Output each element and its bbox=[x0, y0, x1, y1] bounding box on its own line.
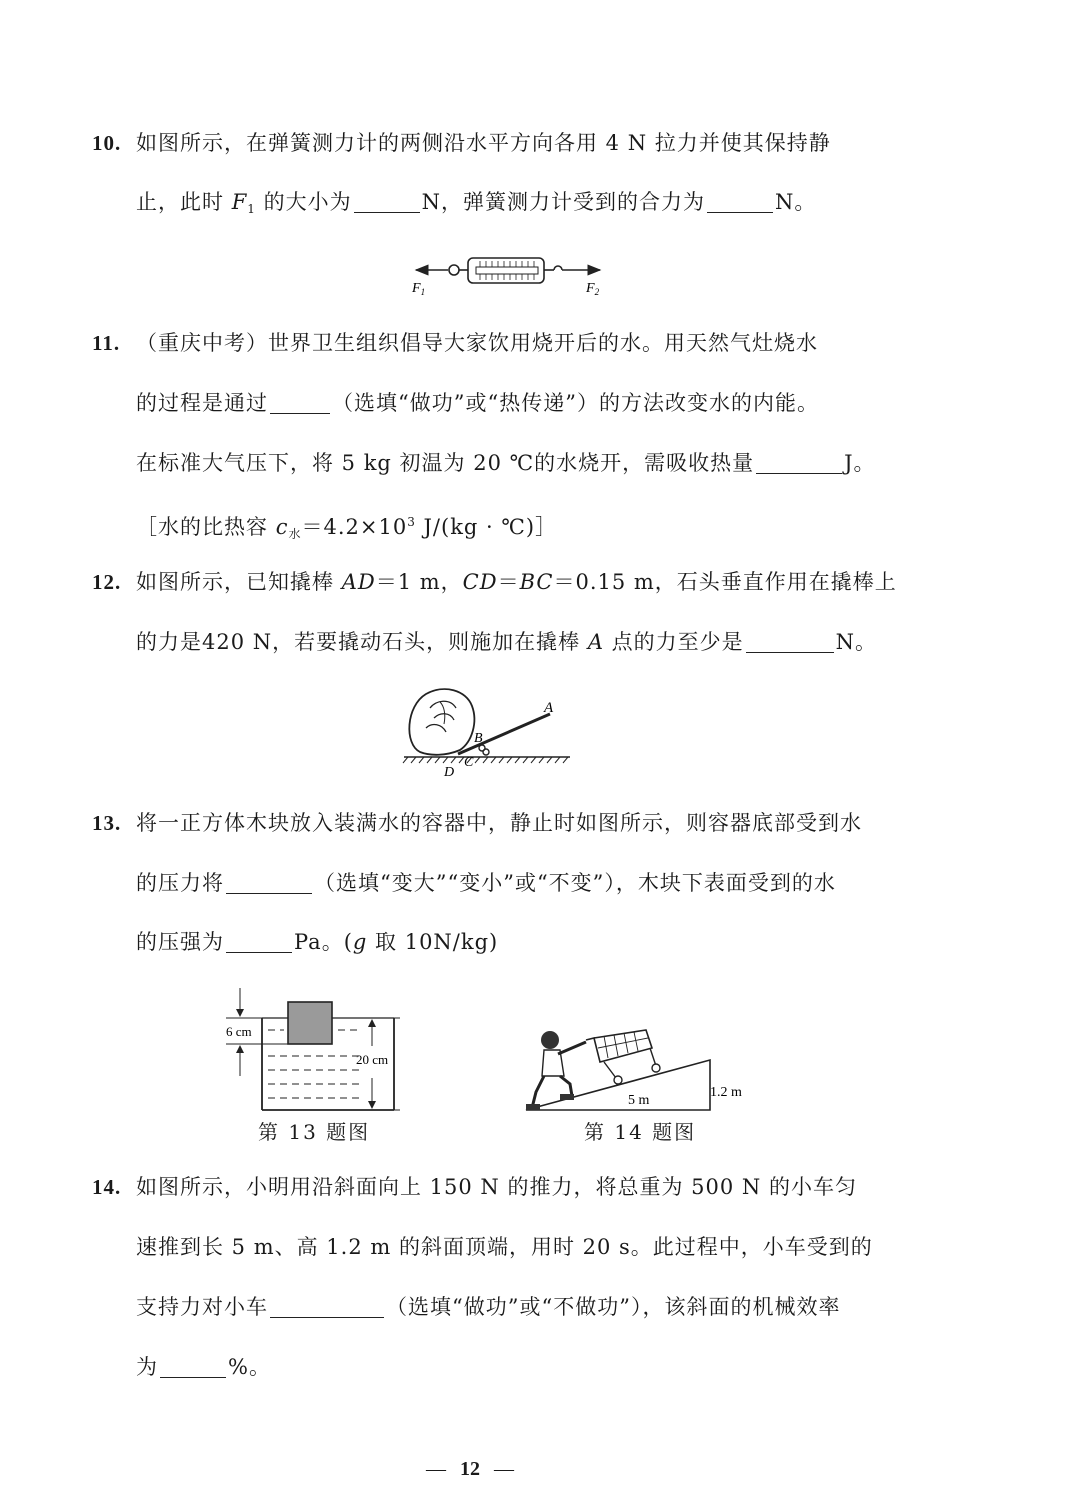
var-g: g bbox=[352, 930, 368, 954]
q11-text-1: （重庆中考）世界卫生组织倡导大家饮用烧开后的水。用天然气灶烧水 bbox=[136, 331, 818, 355]
spring-scale-body bbox=[468, 258, 544, 283]
label-5m: 5 m bbox=[628, 1093, 650, 1108]
label-C: C bbox=[464, 755, 474, 770]
boy-head bbox=[541, 1031, 559, 1049]
q11-text-4b: ＝4.2×10 bbox=[301, 515, 408, 539]
q10-blank-1[interactable] bbox=[354, 190, 420, 213]
q13-text-1: 将一正方体木块放入装满水的容器中，静止时如图所示，则容器底部受到水 bbox=[136, 811, 862, 835]
var-c-sub: 水 bbox=[288, 527, 302, 541]
label-6cm: 6 cm bbox=[226, 1024, 252, 1039]
q14-text-1: 如图所示，小明用沿斜面向上 150 N 的推力，将总重为 500 N 的小车匀 bbox=[136, 1175, 857, 1199]
q14-line1 bbox=[92, 1172, 857, 1202]
q11-line4 bbox=[136, 507, 557, 549]
q12-eq: ＝ bbox=[497, 570, 520, 594]
page-number-value: 12 bbox=[460, 1458, 480, 1480]
q11-text-3b: J。 bbox=[844, 451, 876, 475]
q14-number: 14. bbox=[92, 1175, 122, 1199]
q10-text-2a: 止，此时 bbox=[136, 190, 232, 214]
label-20cm: 20 cm bbox=[356, 1052, 389, 1067]
q11-number: 11. bbox=[92, 331, 121, 355]
q13-line3 bbox=[136, 927, 498, 957]
wood-block bbox=[288, 1002, 332, 1044]
q12-line1 bbox=[92, 567, 897, 597]
q11-line2 bbox=[136, 388, 819, 418]
var-F1: F bbox=[231, 190, 248, 214]
q11-text-4c: J/(kg · ℃)］ bbox=[415, 515, 558, 539]
q12-blank-1[interactable] bbox=[746, 630, 834, 653]
label-D: D bbox=[444, 765, 455, 779]
q14-line4 bbox=[136, 1352, 271, 1382]
lever-rock-figure bbox=[400, 684, 575, 779]
label-B: B bbox=[474, 731, 483, 746]
label-A: A bbox=[544, 700, 554, 716]
q10-text-2c: N，弹簧测力计受到的合力为 bbox=[421, 190, 705, 214]
q10-blank-2[interactable] bbox=[707, 190, 773, 213]
var-AD: AD bbox=[341, 570, 376, 594]
rock bbox=[409, 689, 474, 755]
label-F1: $F_1$ bbox=[412, 281, 426, 297]
q14-text-4a: 为 bbox=[136, 1355, 158, 1379]
var-F1-sub: 1 bbox=[247, 202, 256, 216]
q11-text-2a: 的过程是通过 bbox=[136, 391, 268, 415]
page-dash-left: — bbox=[426, 1458, 446, 1480]
q13-blank-2[interactable] bbox=[226, 930, 292, 953]
q10-line1 bbox=[92, 128, 831, 158]
q12-line2 bbox=[136, 627, 877, 657]
q12-number: 12. bbox=[92, 570, 122, 594]
var-CD: CD bbox=[462, 570, 498, 594]
q12-text-1c: ＝0.15 m，石头垂直作用在撬棒上 bbox=[553, 570, 897, 594]
incline-cart-figure bbox=[520, 1020, 750, 1116]
var-BC: BC bbox=[519, 570, 554, 594]
q14-text-3a: 支持力对小车 bbox=[136, 1295, 268, 1319]
q13-text-2b: （选填“变大”“变小”或“不变”），木块下表面受到的水 bbox=[314, 871, 836, 895]
q12-text-2a: 的力是420 N，若要撬动石头，则施加在撬棒 bbox=[136, 630, 588, 654]
q14-line2 bbox=[136, 1232, 873, 1262]
q12-text-2b: 点的力至少是 bbox=[603, 630, 744, 654]
q13-text-3c: 取 10N/kg) bbox=[367, 930, 499, 954]
page-dash-right: — bbox=[494, 1458, 514, 1480]
var-A: A bbox=[587, 630, 604, 654]
q13-blank-1[interactable] bbox=[226, 871, 312, 894]
container-figure bbox=[222, 984, 402, 1114]
exponent: 3 bbox=[407, 515, 416, 529]
q14-text-3b: （选填“做功”或“不做功”），该斜面的机械效率 bbox=[386, 1295, 841, 1319]
cart bbox=[586, 1030, 652, 1062]
page-number bbox=[410, 1458, 530, 1481]
label-F2: $F_2$ bbox=[586, 281, 600, 297]
q11-line1 bbox=[92, 328, 818, 358]
q11-line3 bbox=[136, 448, 876, 478]
q10-text-2d: N。 bbox=[774, 190, 817, 214]
q10-number: 10. bbox=[92, 131, 122, 155]
q14-text-2: 速推到长 5 m、高 1.2 m 的斜面顶端，用时 20 s。此过程中，小车受到的 bbox=[136, 1235, 873, 1259]
q13-number: 13. bbox=[92, 811, 122, 835]
q13-text-3b: Pa。( bbox=[294, 930, 353, 954]
var-c: c bbox=[275, 515, 289, 539]
fig13-caption: 第 13 题图 bbox=[258, 1120, 371, 1144]
q10-text-2b: 的大小为 bbox=[255, 190, 352, 214]
spring-scale-figure bbox=[408, 248, 608, 300]
q11-text-4a: ［水的比热容 bbox=[136, 515, 276, 539]
q12-text-1a: 如图所示，已知撬棒 bbox=[136, 570, 342, 594]
q14-blank-2[interactable] bbox=[160, 1355, 226, 1378]
q10-text-1: 如图所示，在弹簧测力计的两侧沿水平方向各用 4 N 拉力并使其保持静 bbox=[136, 131, 831, 155]
fig14-caption: 第 14 题图 bbox=[584, 1120, 697, 1144]
q10-line2 bbox=[136, 187, 816, 224]
q14-blank-1[interactable] bbox=[270, 1295, 384, 1318]
q14-line3 bbox=[136, 1292, 840, 1322]
q13-line2 bbox=[136, 868, 836, 898]
q14-text-4b: %。 bbox=[228, 1355, 271, 1379]
q12-text-2c: N。 bbox=[835, 630, 878, 654]
q11-text-2b: （选填“做功”或“热传递”）的方法改变水的内能。 bbox=[332, 391, 819, 415]
q11-text-3a: 在标准大气压下，将 5 kg 初温为 20 ℃的水烧开，需吸收热量 bbox=[136, 451, 755, 475]
q13-line1 bbox=[92, 808, 862, 838]
q12-text-1b: ＝1 m， bbox=[375, 570, 463, 594]
q11-blank-1[interactable] bbox=[270, 391, 330, 414]
q11-blank-2[interactable] bbox=[756, 451, 842, 474]
q13-text-3a: 的压强为 bbox=[136, 930, 224, 954]
q13-text-2a: 的压力将 bbox=[136, 871, 224, 895]
label-12m: 1.2 m bbox=[710, 1085, 742, 1100]
